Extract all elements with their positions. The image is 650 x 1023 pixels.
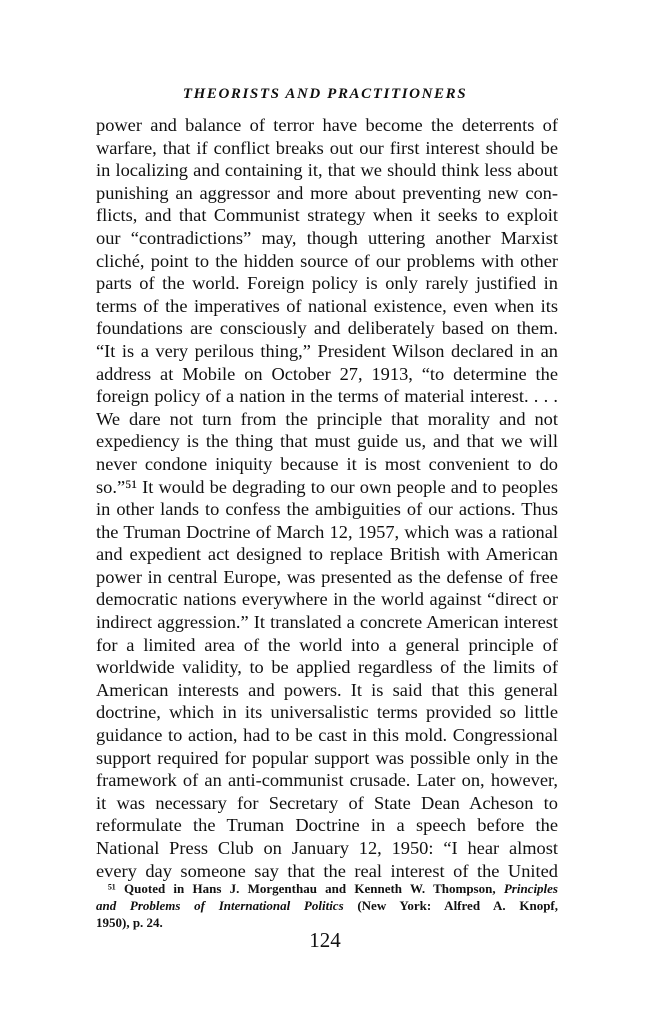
footnote-publisher: (New York: Alfred A. Knopf, — [357, 898, 559, 913]
body-line: never condone iniquity because it is most convenient to do — [96, 453, 558, 474]
footnote-line-1 — [96, 880, 558, 897]
body-line: National Press Club on January 12, 1950: “I hear almost — [96, 838, 558, 858]
body-line: reformulate the Truman Doctrine in a speech before the — [96, 815, 558, 836]
footnote — [96, 880, 558, 931]
body-text — [96, 114, 558, 882]
body-line: our “contradictions” may, though uttering another Marxist — [96, 227, 558, 248]
body-line: it was necessary for Secretary of State Dean Acheson to — [96, 792, 558, 813]
page-number: 124 — [309, 928, 341, 952]
body-line: “It is a very perilous thing,” President Wilson declared in an — [96, 340, 558, 361]
body-line: punishing an aggressor and more about preventing new con- — [96, 182, 558, 203]
body-line: power and balance of terror have become the deterrents of — [96, 115, 558, 135]
body-line: flicts, and that Communist strategy when it seeks to exploit — [96, 205, 558, 226]
footnote-title-part2: and Problems of International Politics — [96, 898, 344, 913]
body-line: foundations are consciously and deliberately based on them. — [96, 318, 558, 339]
body-line: We dare not turn from the principle that morality and not — [96, 408, 558, 429]
body-line: so.”⁵¹ It would be degrading to our own people and to peoples — [96, 476, 558, 497]
body-line: cliché, point to the hidden source of our problems with other — [96, 250, 558, 271]
body-line: in localizing and containing it, that we should think less about — [96, 160, 558, 181]
footnote-line-2 — [96, 897, 558, 914]
body-line: every day someone say that the real interest of the United — [96, 860, 558, 881]
body-line: foreign policy of a nation in the terms of material interest. . . . — [96, 386, 558, 407]
body-line: for a limited area of the world into a general principle of — [96, 634, 558, 655]
footnote-title-part1: Principles — [503, 881, 558, 896]
body-line: American interests and powers. It is said that this general — [96, 679, 558, 700]
footnote-marker: ⁵¹ — [108, 881, 116, 896]
body-line: doctrine, which in its universalistic terms provided so little — [96, 702, 558, 723]
footnote-line-3: 1950), p. 24. — [96, 915, 163, 930]
body-line: indirect aggression.” It translated a concrete American interest — [96, 612, 558, 633]
body-line: power in central Europe, was presented as the defense of free — [96, 566, 558, 587]
body-line: expediency is the thing that must guide us, and that we will — [96, 431, 558, 452]
body-line: framework of an anti-communist crusade. Later on, however, — [96, 770, 558, 791]
body-line: the Truman Doctrine of March 12, 1957, which was a rational — [96, 521, 558, 542]
footnote-lead: Quoted in Hans J. Morgenthau and Kenneth W. Thompson, — [124, 881, 496, 896]
body-line: terms of the imperatives of national existence, even when its — [96, 295, 558, 316]
body-line: guidance to action, had to be cast in this mold. Congressional — [96, 725, 558, 746]
body-line: support required for popular support was possible only in the — [96, 747, 558, 768]
body-line: and expedient act designed to replace British with American — [96, 544, 558, 565]
running-head: THEORISTS AND PRACTITIONERS — [182, 86, 468, 102]
body-line: parts of the world. Foreign policy is only rarely justified in — [96, 273, 558, 294]
body-line: warfare, that if conflict breaks out our first interest should be — [96, 137, 558, 158]
body-line: in other lands to confess the ambiguities of our actions. Thus — [96, 499, 558, 520]
body-line: address at Mobile on October 27, 1913, “to determine the — [96, 363, 558, 384]
body-line: democratic nations everywhere in the world against “direct or — [96, 589, 558, 610]
body-line: worldwide validity, to be applied regardless of the limits of — [96, 657, 558, 678]
